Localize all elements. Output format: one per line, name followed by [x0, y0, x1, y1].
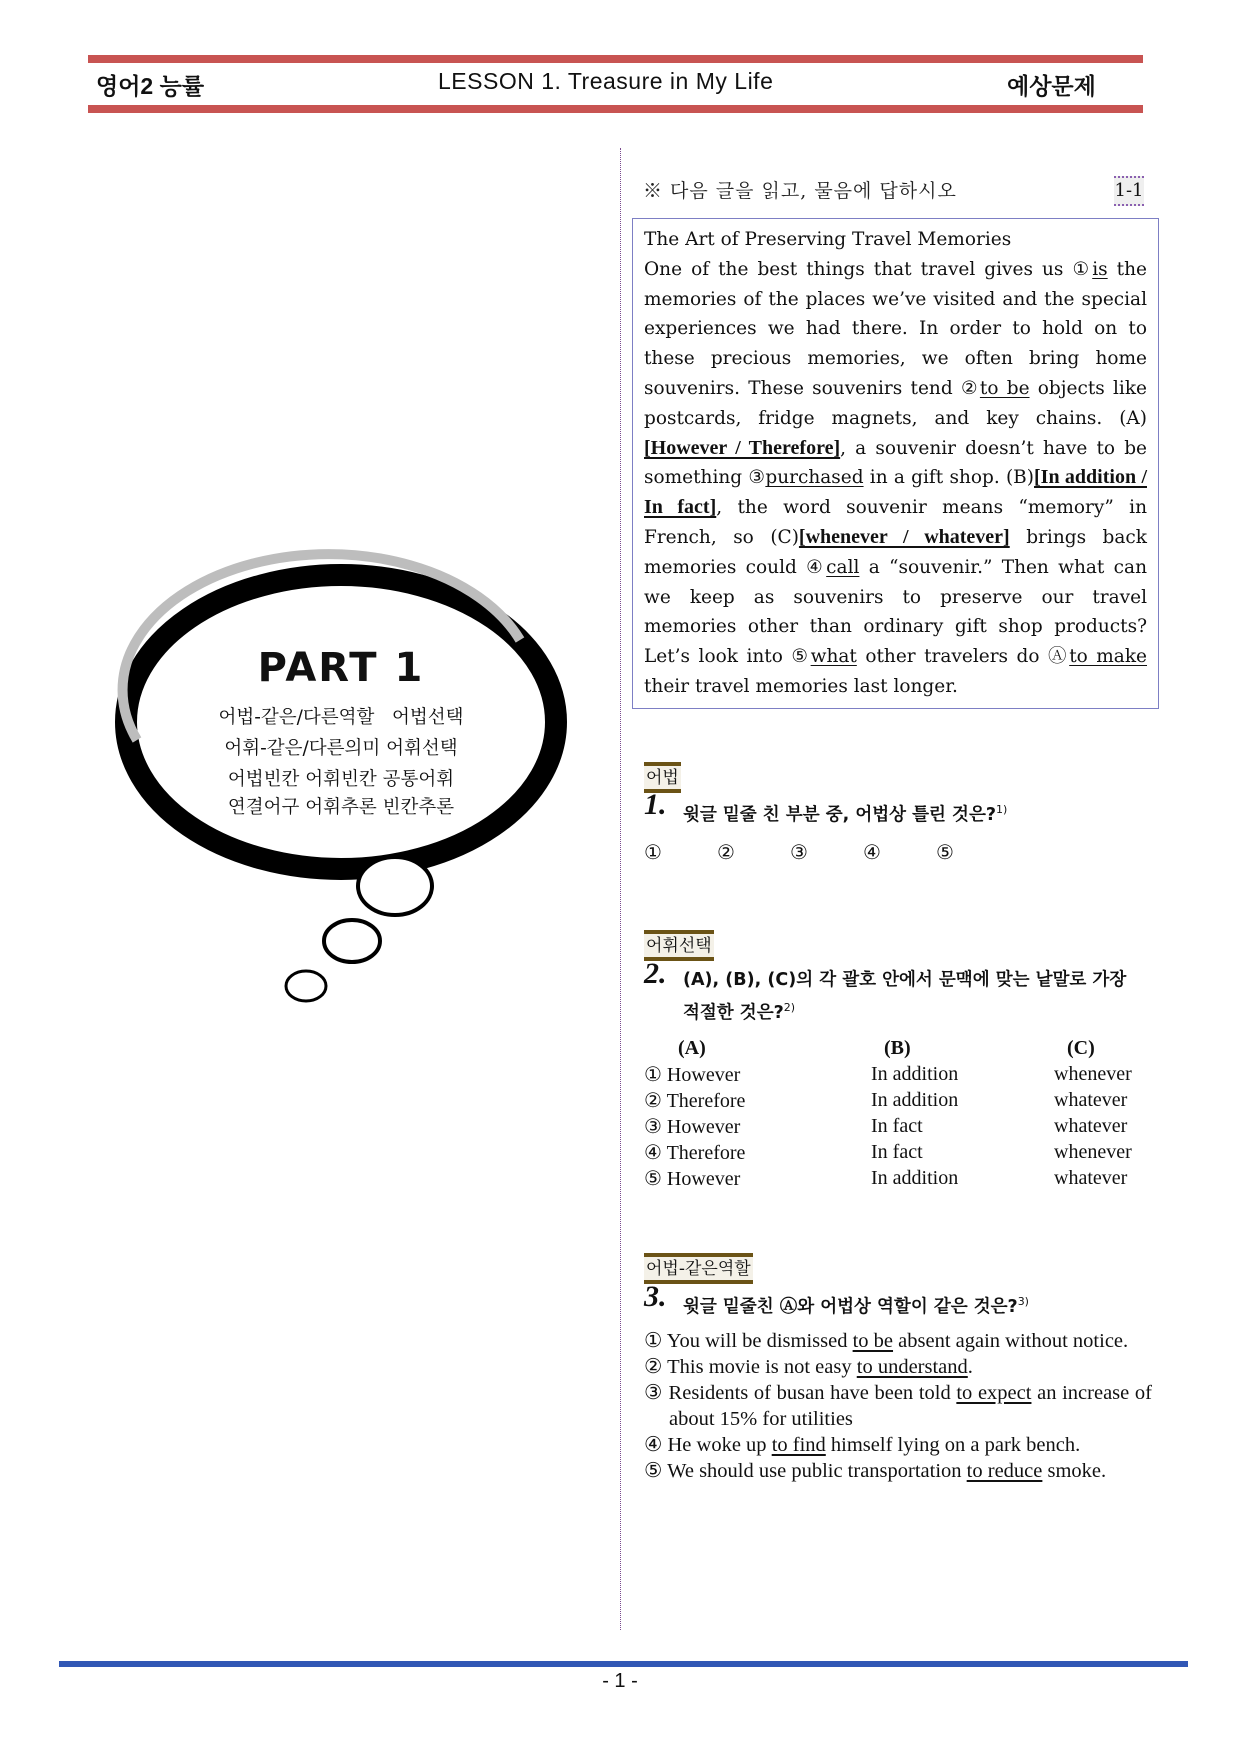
underlined-1: is [1092, 258, 1108, 280]
header-doc-type: 예상문제 [1007, 73, 1096, 99]
question-2-choice-table [644, 1035, 1217, 1191]
marker-1: ① [1072, 258, 1093, 280]
choice-4[interactable]: ④ [863, 842, 881, 864]
prompt-text: 윗글 밑줄친 Ⓐ와 어법상 역할이 같은 것은? [683, 1296, 1018, 1317]
passage-body [644, 255, 1147, 702]
choice-5[interactable]: ⑤ [936, 842, 954, 864]
question-1-prompt [683, 796, 1153, 829]
table-row[interactable] [644, 1139, 1217, 1165]
question-3-prompt [683, 1288, 1153, 1321]
underlined-a: to make [1069, 646, 1147, 668]
cell: In addition [871, 1088, 959, 1111]
marker-5: ⑤ [791, 646, 811, 668]
underlined-5: what [810, 646, 857, 668]
cell: In fact [871, 1140, 923, 1163]
option-underlined: to find [771, 1434, 826, 1456]
cell: In addition [871, 1062, 959, 1085]
marker-3: ③ [748, 467, 766, 489]
bracket-choice-b: [In addition / In fact] [644, 466, 1147, 519]
prompt-line-2 [683, 994, 1153, 1027]
column-header-a: (A) [678, 1036, 706, 1059]
option-text: ① You will be dismissed [644, 1330, 853, 1352]
option-text: . [967, 1356, 973, 1378]
option-text: an increase of about 15% for utilities [669, 1382, 1152, 1430]
cell: whatever [1054, 1088, 1128, 1111]
category-line: 연결어구 어휘추론 빈칸추론 [227, 797, 455, 818]
option-text: ③ Residents of busan have been told [644, 1382, 957, 1404]
cell: ① However [644, 1063, 741, 1086]
cell: In addition [871, 1166, 959, 1189]
passage-text: brings back memories could [644, 526, 1148, 578]
marker-a-filled: Ⓐ [1048, 646, 1070, 668]
option-4[interactable] [644, 1432, 1152, 1458]
question-1-number: 1. [644, 788, 667, 821]
question-1-choices [644, 840, 1009, 865]
prompt-text: 윗글 밑줄 친 부분 중, 어법상 틀린 것은? [683, 804, 997, 825]
question-2-category-tag: 어휘선택 [644, 930, 714, 961]
choice-2[interactable]: ② [717, 842, 735, 864]
thought-bubble-graphic [0, 0, 620, 1100]
cell: ② Therefore [644, 1089, 746, 1112]
passage-text: a “souvenir.” Then what can we keep as souvenirs to preserve our travel memories other than ordinary gift shop products? Let’s look into [644, 556, 1147, 668]
question-1-category-tag: 어법 [644, 762, 681, 793]
prompt-text: 적절한 것은? [683, 1002, 784, 1023]
column-divider [620, 148, 621, 1630]
option-text: absent again without notice. [893, 1330, 1129, 1352]
table-row[interactable] [644, 1165, 1217, 1191]
column-header-b: (B) [884, 1036, 911, 1059]
marker-4: ④ [806, 556, 827, 578]
option-underlined: to reduce [966, 1460, 1043, 1482]
bracket-choice-a: [However / Therefore] [644, 436, 841, 459]
header-subject: 영어2 능률 [96, 73, 205, 99]
option-5[interactable] [644, 1458, 1152, 1484]
option-2[interactable] [644, 1354, 1152, 1380]
question-3-options [644, 1328, 1152, 1484]
option-underlined: to be [852, 1330, 894, 1352]
passage-number-badge: 1-1 [1114, 176, 1144, 206]
option-text: himself lying on a park bench. [825, 1434, 1081, 1456]
passage-text: , a souvenir doesn’t have to be something [644, 437, 1147, 489]
option-underlined: to expect [956, 1382, 1032, 1404]
question-3-number: 3. [644, 1280, 667, 1313]
page-number: - 1 - [602, 1670, 638, 1692]
underlined-3: purchased [765, 467, 864, 489]
table-row[interactable] [644, 1087, 1217, 1113]
cell: In fact [871, 1114, 923, 1137]
footnote-ref: 2) [783, 1001, 796, 1014]
cell: ③ However [644, 1115, 741, 1138]
cell: whatever [1054, 1166, 1128, 1189]
question-2-prompt [683, 966, 1153, 1027]
choice-3[interactable]: ③ [790, 842, 808, 864]
option-text: ② This movie is not easy [644, 1356, 857, 1378]
marker-2: ② [960, 377, 980, 399]
footnote-ref: 1) [996, 803, 1008, 816]
underlined-4: call [826, 556, 860, 578]
cell: ⑤ However [644, 1167, 741, 1190]
option-underlined: to understand [856, 1356, 968, 1378]
passage-title: The Art of Preserving Travel Memories [644, 229, 1012, 250]
category-line: 어법빈칸 어휘빈칸 공통어휘 [227, 769, 455, 790]
column-header-c: (C) [1067, 1036, 1095, 1059]
passage-text: , the word souvenir means “memory” in French, so (C) [644, 497, 1148, 548]
option-text: ⑤ We should use public transportation [644, 1460, 967, 1482]
passage-text: in a gift shop. (B) [863, 467, 1034, 489]
passage-text: other travelers do [856, 646, 1049, 668]
table-row[interactable] [644, 1113, 1217, 1139]
option-text: ④ He woke up [644, 1434, 772, 1456]
question-2-number: 2. [644, 957, 667, 990]
cell: whenever [1054, 1062, 1132, 1085]
footnote-ref: 3) [1017, 1295, 1029, 1308]
cell: whatever [1054, 1114, 1128, 1137]
footer-bar [59, 1661, 1188, 1667]
category-line: 어휘-같은/다른의미 어휘선택 [224, 738, 458, 759]
bracket-choice-c: [whenever / whatever] [798, 525, 1010, 548]
passage-text: objects like postcards, fridge magnets, and key chains. (A) [644, 377, 1147, 429]
table-row[interactable] [644, 1061, 1217, 1087]
cell: whenever [1054, 1140, 1132, 1163]
question-3-category-tag: 어법-같은역할 [644, 1253, 753, 1284]
passage-text: the memories of the places we’ve visited and the special experiences we had there. In order to hold on to these precious memories, we often bring home souvenirs. These souvenirs tend [644, 258, 1147, 399]
prompt-line-1: (A), (B), (C)의 각 괄호 안에서 문맥에 맞는 낱말로 가장 [683, 970, 1127, 990]
part-title: PART 1 [257, 645, 425, 691]
cell: ④ Therefore [644, 1141, 746, 1164]
passage-text: their travel memories last longer. [644, 675, 958, 697]
option-text: smoke. [1042, 1460, 1107, 1482]
table-header-row [644, 1035, 1217, 1061]
instruction-text: ※ 다음 글을 읽고, 물음에 답하시오 [643, 180, 957, 202]
option-1[interactable] [644, 1328, 1152, 1354]
passage-text: One of the best things that travel gives us [644, 258, 1073, 280]
header-lesson-title: LESSON 1. Treasure in My Life [438, 68, 774, 94]
option-3[interactable] [644, 1380, 1152, 1432]
choice-1[interactable]: ① [644, 842, 662, 864]
underlined-2: to be [979, 377, 1030, 399]
reading-passage [632, 218, 1159, 709]
category-line: 어법-같은/다른역할 어법선택 [218, 707, 464, 728]
